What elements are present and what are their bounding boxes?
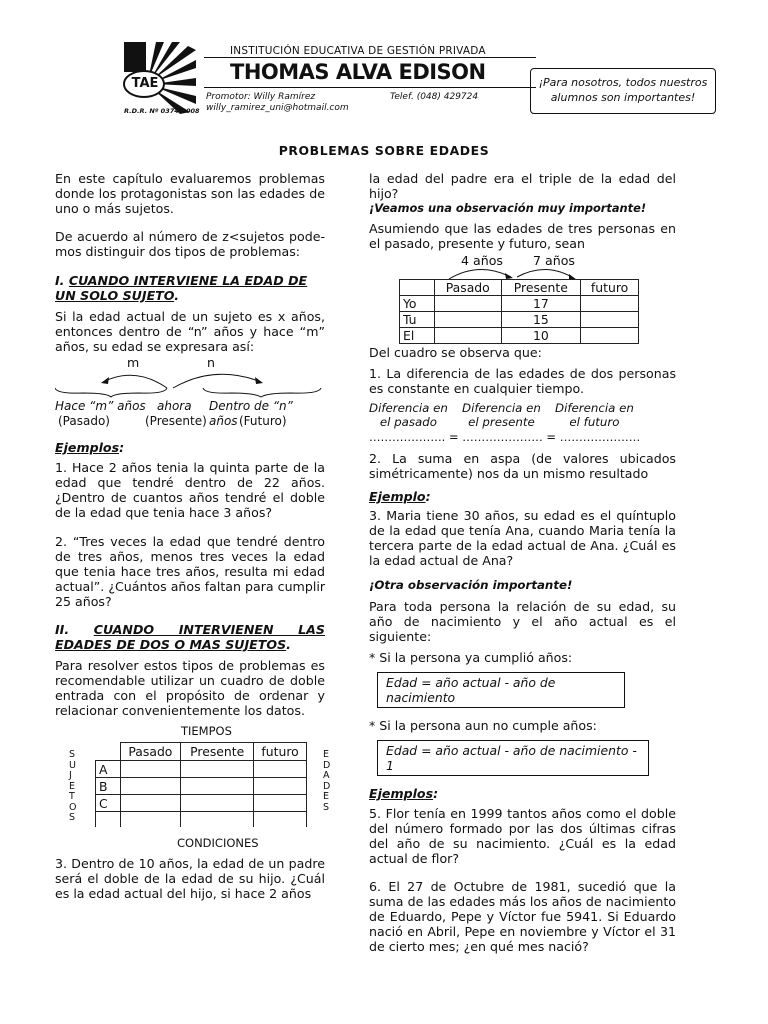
- difference-equality: ……………….. = ………………… = …………………: [369, 430, 641, 444]
- ages-row-value: 15: [501, 312, 581, 328]
- header: [120, 40, 720, 125]
- formula-2-box: Edad = año actual - año de nacimiento - 1: [377, 740, 649, 776]
- difference-past-line2: el pasado: [379, 415, 437, 429]
- timeline-arrows: [55, 358, 325, 398]
- point-2: 2. La suma en aspa (de valores ubicados simétricamente) nos da un mismo resultado: [369, 451, 676, 481]
- section-1-text: Si la edad actual de un sujeto es x años, entonces dentro de “n” años y hace “m” años, su edad se expresara así:: [55, 309, 325, 354]
- institution-type: INSTITUCIÓN EDUCATIVA DE GESTIÓN PRIVADA: [230, 45, 486, 57]
- timeline: [55, 355, 325, 430]
- difference-present: [462, 401, 541, 429]
- row-label-c: C: [96, 795, 121, 812]
- table-row: [400, 312, 639, 328]
- condiciones-label: CONDICIONES: [177, 836, 259, 850]
- example-3-continued: la edad del padre era el triple de la edad del hijo?: [369, 171, 676, 201]
- table-header-row: [96, 743, 307, 761]
- section-2-heading: II. CUANDO INTERVIENEN LAS EDADES DE DOS O MAS SUJETOS.: [55, 622, 325, 652]
- ages-row-name: El: [400, 328, 435, 344]
- double-entry-figure: [55, 722, 331, 850]
- ejemplo-heading: Ejemplo:: [369, 489, 431, 504]
- page-title: PROBLEMAS SOBRE EDADES: [278, 143, 490, 158]
- table-row: [96, 778, 307, 795]
- example-6: 6. El 27 de Octubre de 1981, sucedió que la suma de las edades más los años de nacimiento de Eduardo, Pepe y Víctor fue 5941. Si Eduardo nació en Abril, Pepe en noviembre y Víctor el 31 de cierto mes; ¿en qué mes nació?: [369, 879, 676, 954]
- edades-label: EDADES: [323, 749, 331, 813]
- timeline-m-label: m: [127, 355, 140, 370]
- ages-table: [399, 279, 639, 344]
- top-rule: [204, 57, 536, 58]
- table-row: [400, 328, 639, 344]
- table-row: [96, 812, 307, 828]
- timeline-now-label: ahora: [157, 399, 192, 413]
- ages-figure: [369, 253, 676, 343]
- intro-paragraph: En este capítulo evaluaremos problemas donde los protagonistas son las edades de uno o más sujetos.: [55, 171, 325, 216]
- observation-heading: ¡Veamos una observación muy importante!: [369, 201, 647, 215]
- ejemplos-label: Ejemplos: [55, 440, 120, 455]
- rdr-number: R.D.R. Nº 0374-2008: [124, 107, 200, 115]
- email: willy_ramirez_uni@hotmail.com: [206, 103, 349, 113]
- difference-future-line2: el futuro: [569, 415, 620, 429]
- ages-row-name: Tu: [400, 312, 435, 328]
- bottom-rule: [204, 87, 536, 88]
- ejemplos-2-heading: Ejemplos:: [369, 786, 439, 801]
- promoter: Promotor: Willy Ramírez: [206, 92, 316, 102]
- section-2-number: II.: [55, 622, 70, 637]
- sujetos-label: SUJETOS: [69, 749, 77, 823]
- formula-1-box: Edad = año actual - año de nacimiento: [377, 672, 625, 708]
- section-2-title: CUANDO INTERVIENEN LAS EDADES DE DOS O MAS SUJETOS: [55, 622, 325, 652]
- left-column: [55, 171, 331, 901]
- case-1: * Si la persona ya cumplió años:: [369, 650, 573, 665]
- ejemplos-heading: Ejemplos:: [55, 440, 125, 455]
- arrow-7-label: 7 años: [533, 253, 575, 268]
- header-presente: Presente: [181, 743, 254, 761]
- del-cuadro: Del cuadro se observa que:: [369, 345, 542, 360]
- ejemplos-2-label: Ejemplos: [369, 786, 434, 801]
- logo-text: TAE: [131, 76, 159, 91]
- ages-row-name: Yo: [400, 296, 435, 312]
- example-3: 3. Dentro de 10 años, la edad de un padre será el doble de la edad de su hijo. ¿Cuál es la edad actual del hijo, si hace 2 años: [55, 856, 325, 901]
- example-2: 2. “Tres veces la edad que tendré dentro de tres años, menos tres veces la edad que tenia hace tres años, resulta mi edad actual”. ¿Cuántos años faltan para cumplir 25 años?: [55, 534, 325, 609]
- example-5: 5. Flor tenía en 1999 tantos años como el doble del número formado por las dos últimas cifras del año de su nacimiento. ¿Cuál es la edad actual de flor?: [369, 806, 676, 866]
- case-2: * Si la persona aun no cumple años:: [369, 718, 597, 733]
- timeline-pasado: (Pasado): [58, 414, 110, 428]
- ages-header-presente: Presente: [501, 280, 581, 296]
- arrow-4-label: 4 años: [461, 253, 503, 268]
- timeline-past-label: Hace “m” años: [55, 399, 146, 413]
- observation-2-heading: ¡Otra observación importante!: [369, 578, 573, 592]
- ages-row-value: 17: [501, 296, 581, 312]
- table-row: [96, 795, 307, 812]
- difference-future-line1: Diferencia en: [555, 401, 634, 415]
- differences-row: [369, 401, 676, 445]
- section-1-heading: I. CUANDO INTERVIENE LA EDAD DE UN SOLO SUJETO.: [55, 273, 308, 303]
- timeline-future-label: Dentro de “n” años: [209, 399, 293, 428]
- example-1: 1. Hace 2 años tenia la quinta parte de la edad que tendré dentro de 22 años. ¿Dentro de cuantos años tendré el doble de la edad que tenia hace 3 años?: [55, 460, 325, 520]
- difference-past-line1: Diferencia en: [369, 401, 448, 415]
- header-pasado: Pasado: [120, 743, 181, 761]
- phone: Telef. (048) 429724: [390, 92, 479, 102]
- types-paragraph: De acuerdo al número de z<sujetos pode-mos distinguir dos tipos de problemas:: [55, 229, 325, 259]
- right-column: [369, 171, 676, 954]
- relation-paragraph: Para toda persona la relación de su edad, su año de nacimiento y el año actual es el siguiente:: [369, 599, 676, 644]
- ejemplo-label: Ejemplo: [369, 489, 426, 504]
- difference-present-line1: Diferencia en: [462, 401, 541, 415]
- double-entry-table: [95, 742, 307, 827]
- table-row: [400, 296, 639, 312]
- ages-header-row: [400, 280, 639, 296]
- difference-past: [369, 401, 448, 429]
- school-name: THOMAS ALVA EDISON: [230, 60, 486, 84]
- timeline-presente: (Presente): [145, 414, 207, 428]
- section-1-title: CUANDO INTERVIENE LA EDAD DE UN SOLO SUJETO: [55, 273, 308, 303]
- row-label-b: B: [96, 778, 121, 795]
- section-2-text: Para resolver estos tipos de problemas es recomendable utilizar un cuadro de doble entrada con el propósito de ordenar y relacionar convenientemente los datos.: [55, 658, 325, 718]
- difference-present-line2: el presente: [468, 415, 535, 429]
- tiempos-label: TIEMPOS: [181, 724, 232, 738]
- difference-future: [555, 401, 634, 429]
- assume-paragraph: Asumiendo que las edades de tres personas en el pasado, presente y futuro, sean: [369, 221, 676, 251]
- timeline-futuro: (Futuro): [239, 414, 287, 428]
- ages-header-futuro: futuro: [581, 280, 639, 296]
- table-row: [96, 761, 307, 778]
- motto-line-2: alumnos son importantes!: [550, 91, 696, 104]
- motto-box: [530, 68, 716, 114]
- header-futuro: futuro: [254, 743, 307, 761]
- section-1-number: I.: [55, 273, 65, 288]
- ages-row-value: 10: [501, 328, 581, 344]
- motto-line-1: ¡Para nosotros, todos nuestros: [538, 76, 708, 89]
- timeline-n-label: n: [207, 355, 215, 370]
- example-3b: 3. Maria tiene 30 años, su edad es el quíntuplo de la edad que tenía Ana, cuando Maria tenía la tercera parte de la edad actual de Ana. ¿Cuál es la edad actual de Ana?: [369, 508, 676, 568]
- point-1: 1. La diferencia de las edades de dos personas es constante en cualquier tiempo.: [369, 366, 676, 396]
- row-label-a: A: [96, 761, 121, 778]
- ages-header-pasado: Pasado: [435, 280, 502, 296]
